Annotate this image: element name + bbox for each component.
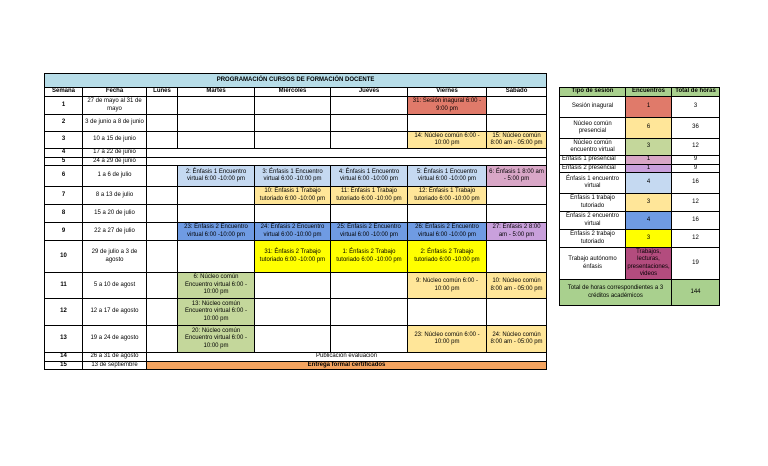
- week-dates: 27 de mayo al 31 de mayo: [83, 97, 147, 115]
- table-row: [45, 132, 547, 149]
- table-row: [45, 97, 547, 115]
- table-row: [45, 157, 547, 166]
- session-cell: 14: Núcleo común 6:00 - 10:00 pm: [408, 132, 487, 149]
- encounter-count: 3: [626, 230, 672, 248]
- session-type: Énfasis 2 presencial: [560, 164, 626, 173]
- session-type: Núcleo común encuentro virtual: [560, 139, 626, 156]
- week-dates: 29 de julio a 3 de agosto: [83, 241, 147, 273]
- table-row: [45, 187, 547, 205]
- session-cell: 20: Núcleo común Encuentro virtual 6:00 - 10:00 pm: [178, 326, 255, 353]
- schedule-table: [44, 73, 547, 370]
- session-cell: 5: Énfasis 1 Encuentro virtual 6:00 -10:00 pm: [408, 166, 487, 187]
- total-hours: 12: [672, 139, 720, 156]
- week-number: 15: [45, 361, 83, 370]
- week-number: 8: [45, 205, 83, 223]
- session-cell: 31: Sesión inagural 6:00 - 9:00 pm: [408, 97, 487, 115]
- table-row: [560, 156, 720, 165]
- col-header-jueves: Jueves: [331, 88, 408, 97]
- session-type: Énfasis 1 presencial: [560, 156, 626, 165]
- week-number: 4: [45, 149, 83, 158]
- col-header-sabado: Sábado: [487, 88, 547, 97]
- table-row: [45, 299, 547, 326]
- encounter-count: 3: [626, 139, 672, 156]
- session-cell: 15: Núcleo común 8:00 am - 05:00 pm: [487, 132, 547, 149]
- hours-summary-table: [559, 87, 720, 306]
- certificate-delivery: Entrega formal certificados: [147, 361, 547, 370]
- col-header-total: Total de horas: [672, 88, 720, 97]
- week-number: 6: [45, 166, 83, 187]
- encounter-count: 3: [626, 194, 672, 212]
- table-row: [560, 164, 720, 173]
- week-number: 7: [45, 187, 83, 205]
- table-row: [560, 118, 720, 139]
- session-cell: 23: Núcleo común 6:00 - 10:00 pm: [408, 326, 487, 353]
- week-number: 1: [45, 97, 83, 115]
- week-dates: 8 a 13 de julio: [83, 187, 147, 205]
- session-cell: 9: Núcleo común 6:00 - 10:00 pm: [408, 273, 487, 299]
- encounter-count: 1: [626, 156, 672, 165]
- week-number: 2: [45, 115, 83, 132]
- week-number: 9: [45, 223, 83, 241]
- total-hours: 19: [672, 248, 720, 280]
- week-number: 11: [45, 273, 83, 299]
- session-cell: 6: Énfasis 1 8:00 am - 5:00 pm: [487, 166, 547, 187]
- total-hours: 9: [672, 156, 720, 165]
- total-hours: 16: [672, 212, 720, 230]
- table-row: [560, 139, 720, 156]
- session-cell: 10: Énfasis 1 Trabajo tutoriado 6:00 -10:00 pm: [255, 187, 331, 205]
- session-cell: 24: Núcleo común 8:00 am - 05:00 pm: [487, 326, 547, 353]
- session-type: Énfasis 1 encuentro virtual: [560, 173, 626, 194]
- col-header-semana: Semana: [45, 88, 83, 97]
- col-header-tipo: Tipo de sesión: [560, 88, 626, 97]
- table-row: [560, 280, 720, 306]
- total-hours: 9: [672, 164, 720, 173]
- total-hours: 36: [672, 118, 720, 139]
- session-cell: 13: Núcleo común Encuentro virtual 6:00 - 10:00 pm: [178, 299, 255, 326]
- table-row: [45, 205, 547, 223]
- session-cell: 31: Énfasis 2 Trabajo tutoriado 6:00 -10:00 pm: [255, 241, 331, 273]
- week-dates: 13 de septiembre: [83, 361, 147, 370]
- table-row: [45, 166, 547, 187]
- encounter-count: 6: [626, 118, 672, 139]
- session-type: Trabajo autónomo énfasis: [560, 248, 626, 280]
- week-number: 5: [45, 157, 83, 166]
- encounter-count: 4: [626, 212, 672, 230]
- week-dates: 17 a 22 de junio: [83, 149, 147, 158]
- total-hours: 16: [672, 173, 720, 194]
- table-row: [45, 273, 547, 299]
- session-cell: 11: Énfasis 1 Trabajo tutoriado 6:00 -10:00 pm: [331, 187, 408, 205]
- session-cell: 10: Núcleo común 8:00 am - 05:00 pm: [487, 273, 547, 299]
- table-row: [560, 97, 720, 118]
- table-row: [560, 230, 720, 248]
- encounter-count: 4: [626, 173, 672, 194]
- total-hours: 12: [672, 194, 720, 212]
- table-row: [560, 173, 720, 194]
- session-type: Núcleo común presencial: [560, 118, 626, 139]
- table-row: [45, 361, 547, 370]
- total-hours: 12: [672, 230, 720, 248]
- col-header-fecha: Fecha: [83, 88, 147, 97]
- table-row: [560, 194, 720, 212]
- table-row: [45, 149, 547, 158]
- col-header-viernes: Viernes: [408, 88, 487, 97]
- week-dates: 22 a 27 de julio: [83, 223, 147, 241]
- session-type: Énfasis 2 trabajo tutoriado: [560, 230, 626, 248]
- encounter-count: 1: [626, 164, 672, 173]
- encounter-count: Trabajos, lecturas, presentaciones, videos: [626, 248, 672, 280]
- week-dates: 26 a 31 de agosto: [83, 353, 147, 362]
- table-row: [45, 326, 547, 353]
- table-row: [45, 353, 547, 362]
- col-header-miercoles: Miércoles: [255, 88, 331, 97]
- col-header-encuentros: Encuentros: [626, 88, 672, 97]
- session-cell: 3: Énfasis 1 Encuentro virtual 6:00 -10:00 pm: [255, 166, 331, 187]
- session-cell: 12: Énfasis 1 Trabajo tutoriado 6:00 -10:00 pm: [408, 187, 487, 205]
- week-dates: 15 a 20 de julio: [83, 205, 147, 223]
- session-cell: 1: Énfasis 2 Trabajo tutoriado 6:00 -10:00 pm: [331, 241, 408, 273]
- publication-evaluation: Publicación evaluación: [147, 353, 547, 362]
- week-dates: 5 a 10 de agost: [83, 273, 147, 299]
- table-row: [45, 223, 547, 241]
- session-type: Énfasis 2 encuentro virtual: [560, 212, 626, 230]
- table-row: [560, 248, 720, 280]
- session-type: Sesión inagural: [560, 97, 626, 118]
- week-number: 13: [45, 326, 83, 353]
- week-dates: 10 a 15 de junio: [83, 132, 147, 149]
- week-number: 12: [45, 299, 83, 326]
- table-row: [45, 115, 547, 132]
- session-cell: 27: Énfasis 2 8:00 am - 5:00 pm: [487, 223, 547, 241]
- session-cell: 6: Núcleo común Encuentro virtual 6:00 - 10:00 pm: [178, 273, 255, 299]
- schedule-title: PROGRAMACIÓN CURSOS DE FORMACIÓN DOCENTE: [45, 74, 547, 88]
- session-cell: 4: Énfasis 1 Encuentro virtual 6:00 -10:00 pm: [331, 166, 408, 187]
- week-number: 14: [45, 353, 83, 362]
- session-cell: 2: Énfasis 2 Trabajo tutoriado 6:00 -10:00 pm: [408, 241, 487, 273]
- session-cell: 24: Énfasis 2 Encuentro virtual 6:00 -10:00 pm: [255, 223, 331, 241]
- week-dates: 24 a 29 de junio: [83, 157, 147, 166]
- week-dates: 1 a 6 de julio: [83, 166, 147, 187]
- table-row: [560, 212, 720, 230]
- credits-total-hours: 144: [672, 280, 720, 306]
- encounter-count: 1: [626, 97, 672, 118]
- week-dates: 3 de junio a 8 de junio: [83, 115, 147, 132]
- session-cell: 23: Énfasis 2 Encuentro virtual 6:00 -10:00 pm: [178, 223, 255, 241]
- credits-total-label: Total de horas correspondientes a 3 créditos académicos: [560, 280, 672, 306]
- week-dates: 19 a 24 de agosto: [83, 326, 147, 353]
- session-cell: 2: Énfasis 1 Encuentro virtual 6:00 -10:00 pm: [178, 166, 255, 187]
- session-cell: 25: Énfasis 2 Encuentro virtual 6:00 -10:00 pm: [331, 223, 408, 241]
- week-number: 3: [45, 132, 83, 149]
- session-type: Énfasis 1 trabajo tutoriado: [560, 194, 626, 212]
- col-header-martes: Martes: [178, 88, 255, 97]
- week-number: 10: [45, 241, 83, 273]
- session-cell: 26: Énfasis 2 Encuentro virtual 6:00 -10:00 pm: [408, 223, 487, 241]
- week-dates: 12 a 17 de agosto: [83, 299, 147, 326]
- table-row: [45, 241, 547, 273]
- total-hours: 3: [672, 97, 720, 118]
- col-header-lunes: Lunes: [147, 88, 178, 97]
